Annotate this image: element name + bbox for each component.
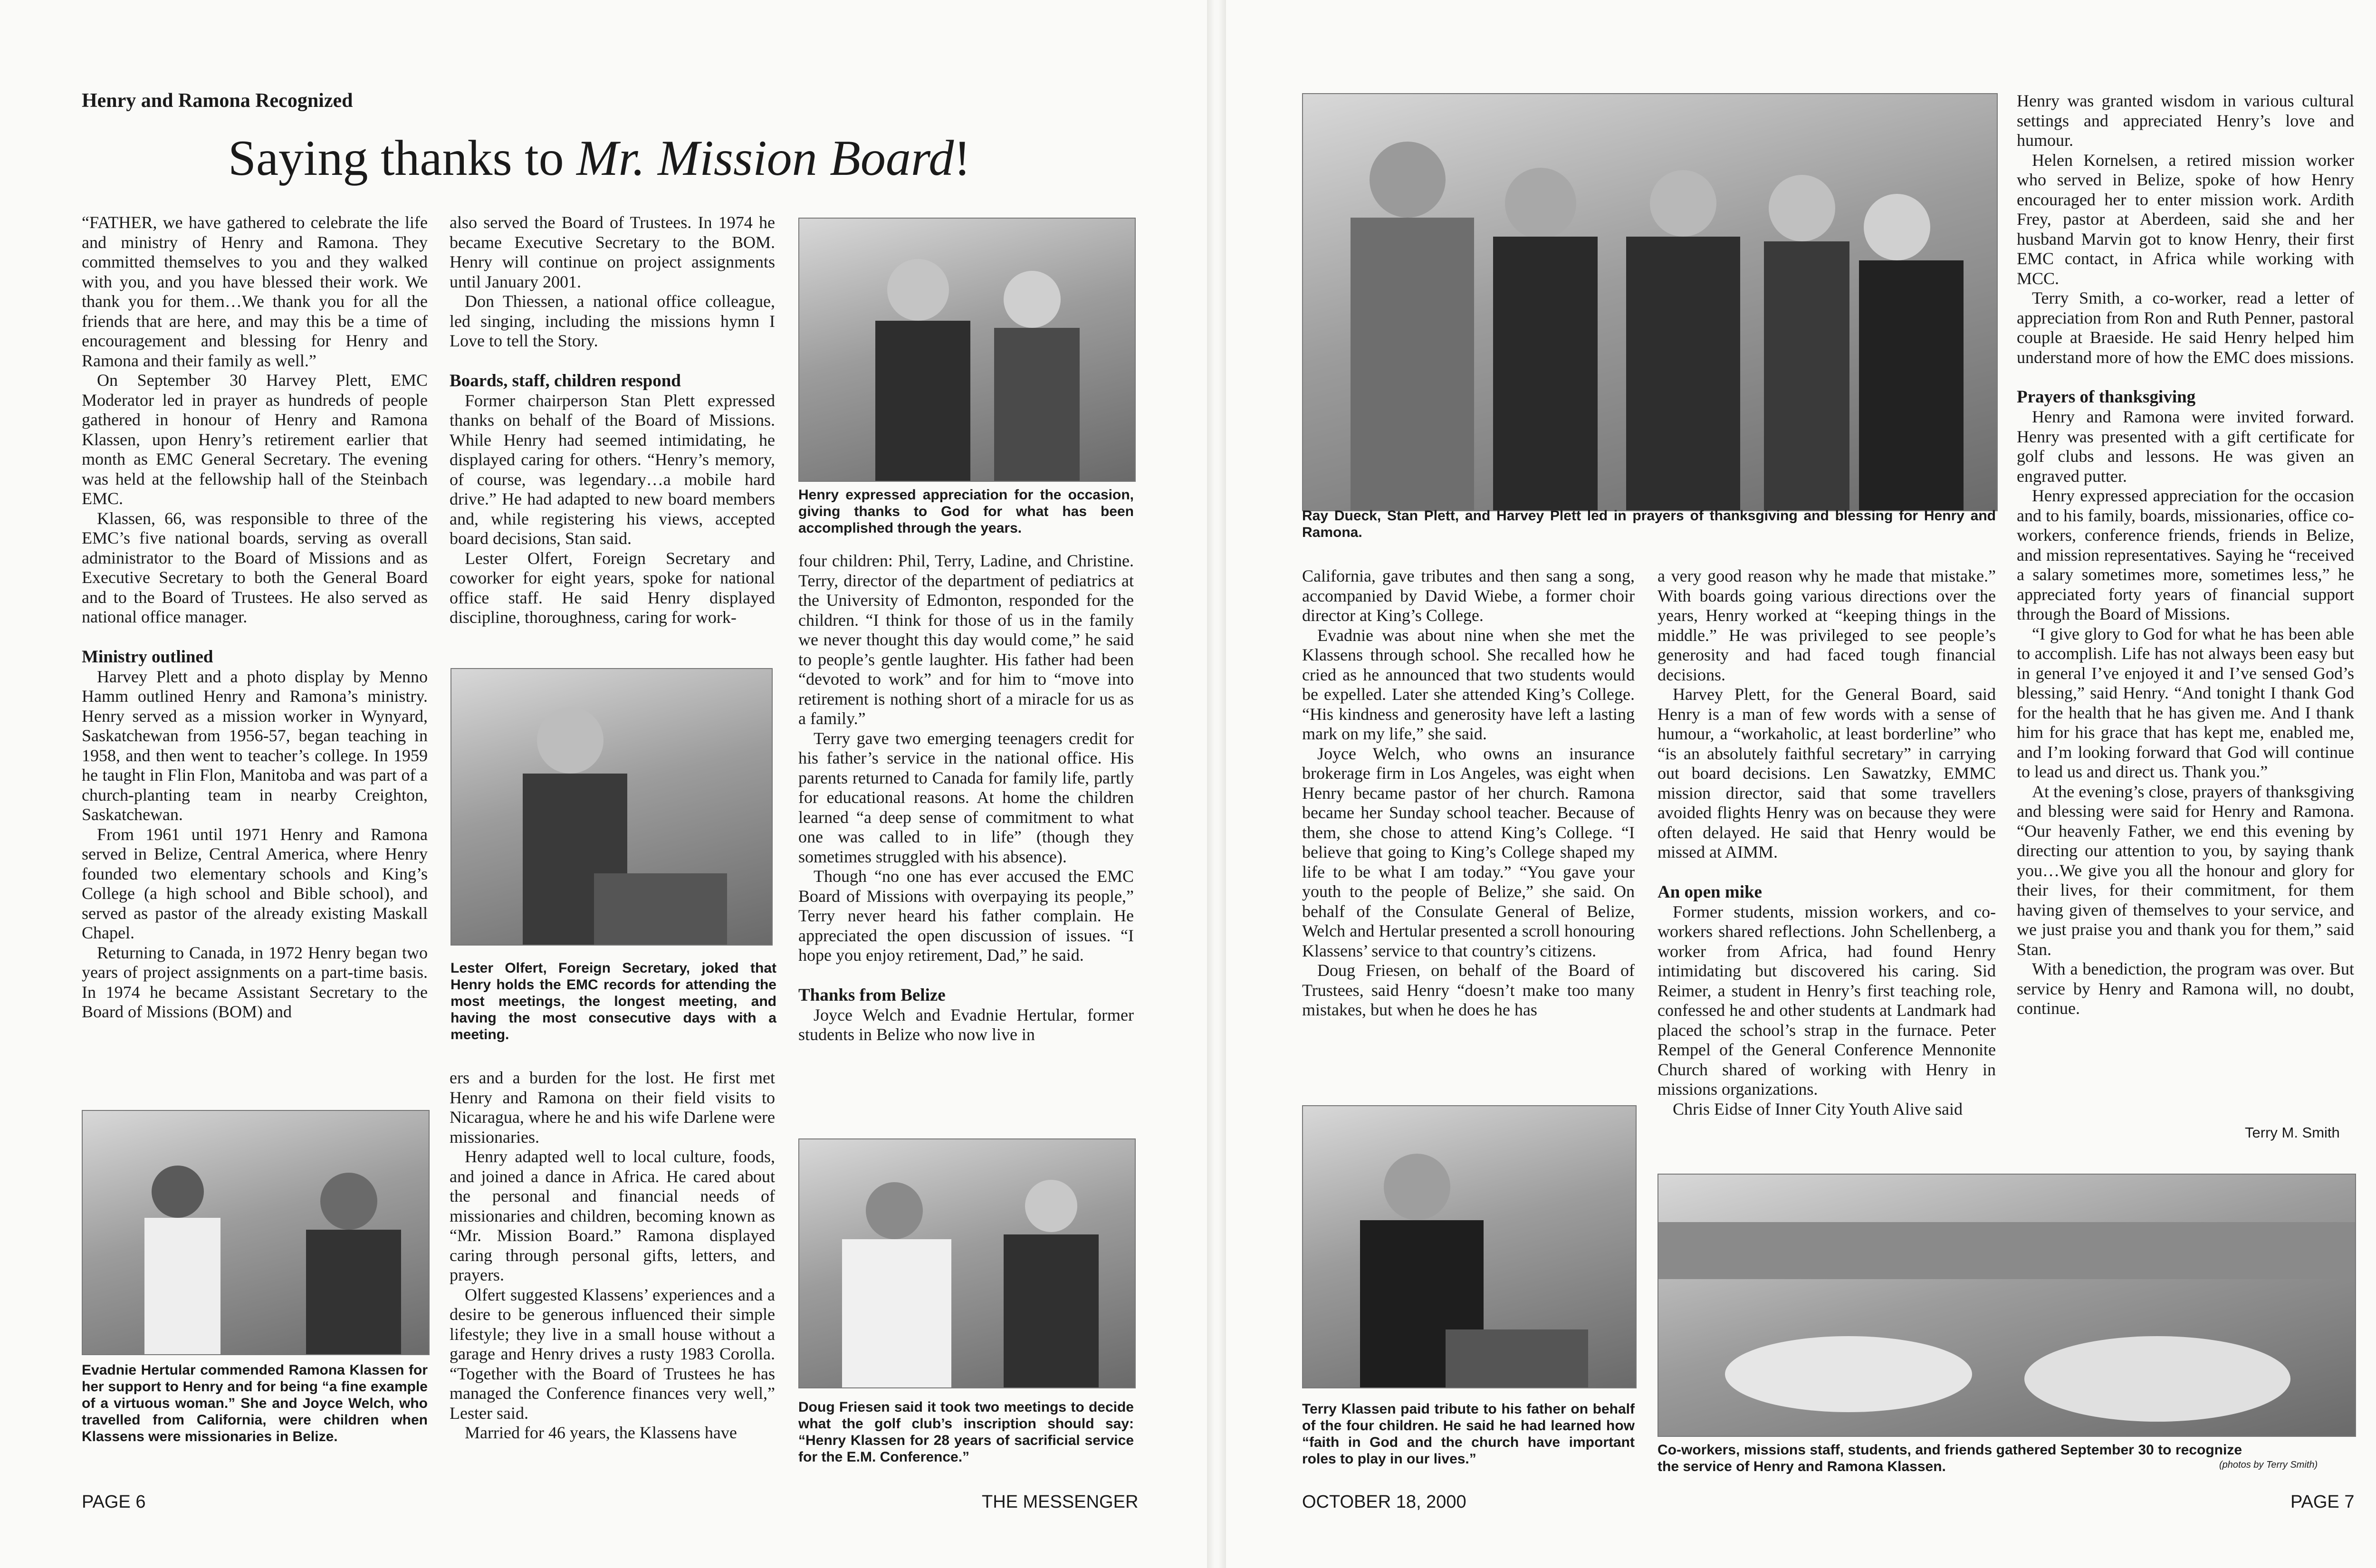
article-column-2b: ers and a burden for the lost. He first met Henry and Ramona on their field visits to Nicaragua, where he and his wife Darlene were missionaries. Henry adapted well to local culture, foods, and joined a dance in Africa. He cared about the personal and financial needs of missionaries and children, becoming known as “Mr. Mission Board.” Ramona displayed caring through personal gifts, letters, and prayers. Olfert suggested Klassens’ experiences and a desire to be generous influenced their simple lifestyle; they live in a small house without a garage and Henry drives a rusty 1983 Corolla. “Together with the Board of Trustees he has managed the Conference finances very well,” Lester said. Married for 46 years, the Klassens have (450, 1068, 775, 1442)
caption-henry: Henry expressed appreciation for the occasion, giving thanks to God for what has been accomplished through the years. (798, 487, 1134, 536)
photo-terry-klassen (1302, 1105, 1637, 1388)
photo-crowd (1657, 1174, 2356, 1437)
photo-doug-friesen (798, 1138, 1136, 1388)
photo-prayer (1302, 93, 1998, 511)
subhead-open-mike: An open mike (1657, 882, 1762, 902)
subhead-belize: Thanks from Belize (798, 985, 946, 1005)
publication-title: THE MESSENGER (982, 1492, 1139, 1512)
headline: Saying thanks to Mr. Mission Board! (228, 130, 971, 186)
author-signature: Terry M. Smith (2245, 1124, 2340, 1141)
caption-terry: Terry Klassen paid tribute to his father on behalf of the four children. He said he had learned how “faith in God and the church have important roles to play in our lives.” (1302, 1401, 1635, 1467)
photo-lester-olfert (450, 668, 773, 946)
article-column-1: “FATHER, we have gathered to celebrate the life and ministry of Henry and Ramona. They committed themselves to you and they walked with you, and you have blessed their work. We thank you for them…We thank you for all the friends that are here, and may this be a time of encouragement and blessing for Henry and Ramona and their family as well.” On September 30 Harvey Plett, EMC Moderator led in prayer as hundreds of people gathered in honour of Henry and Ramona Klassen, upon Henry’s retirement earlier that month as EMC General Secretary. The evening was held at the fellowship hall of the Steinbach EMC. Klassen, 66, was responsible to three of the EMC’s five national boards, serving as overall administrator to the Board of Missions and as Executive Secretary to both the General Board and to the Board of Trustees. He also served as national office manager. Ministry outlined Harvey Plett and a photo display by Menno Hamm outlined Henry and Ramona’s ministry. Henry served as a mission worker in Wynyard, Saskatchewan from 1956-57, began teaching in 1958, and then went to teacher’s college. In 1959 he taught in Flin Flon, Manitoba and was part of a church-planting team in nearby Creighton, Saskatchewan. From 1961 until 1971 Henry and Ramona served in Belize, Central America, where Henry founded two elementary schools and King’s College (a high school and Bible school), and served as pastor of the already existing Maskall Chapel. Returning to Canada, in 1972 Henry began two years of project assignments on a part-time basis. In 1974 he became Assistant Secretary to the Board of Missions (BOM) and (82, 213, 428, 1021)
article-column-2a: also served the Board of Trustees. In 1974 he became Executive Secretary to the BOM. Henry will continue on project assignments until January 2001. Don Thiessen, a national office colleague, led singing, including the missions hymn I Love to tell the Story. Boards, staff, children respond Former chairperson Stan Plett expressed thanks on behalf of the Board of Missions. While Henry had seemed intimidating, he displayed caring for others. “Henry’s memory, of course, was legendary…a mobile hard drive.” He had adapted to new board members and, while registering his views, accepted board decisions, Stan said. Lester Olfert, Foreign Secretary and coworker for eight years, spoke for national office staff. He said Henry displayed discipline, thoroughness, caring for work- (450, 213, 775, 627)
section-kicker: Henry and Ramona Recognized (82, 90, 353, 112)
page-gutter (1207, 0, 1226, 1568)
article-column-6: Henry was granted wisdom in various cultural settings and appreciated Henry’s love and humour. Helen Kornelsen, a retired mission worker who served in Belize, spoke of how Henry encouraged her to enter mission work. Ardith Frey, pastor at Aberdeen, said she and her husband Marvin got to know Henry, their first EMC contact, in Africa while working with MCC. Terry Smith, a co-worker, read a letter of appreciation from Ron and Ruth Penner, pastoral couple at Braeside. He said Henry helped him understand more of how the EMC does missions. Prayers of thanksgiving Henry and Ramona were invited forward. Henry was presented with a gift certificate for golf clubs and lessons. He was given an engraved putter. Henry expressed appreciation for the occasion and to his family, boards, missionaries, office co-workers, conference friends, friends in Belize, and mission representatives. Saying he “received a salary sometimes more, sometimes less,” he appreciated forty years of financial support through the Board of Missions. “I give glory to God for what he has been able to accomplish. Life has not always been easy but in general I’ve enjoyed it and I’ve sensed God’s blessing,” said Henry. “And tonight I thank God for the health that he has given me. And I thank him for his grace that has kept me, enabled me, and I’m looking forward that God will continue to lead us and direct us. Thank you.” At the evening’s close, prayers of thanksgiving and blessing were said for Henry and Ramona. “Our heavenly Father, we end this evening by directing our attention to you, by saying thank you…We give you all the honour and glory for their lives, for their commitment, for them having given of themselves to your service, and we just praise you and thank you for them,” said Stan. With a benediction, the program was over. But service by Henry and Ramona will, no doubt, continue. (2017, 91, 2354, 1018)
page-number-left: PAGE 6 (82, 1492, 146, 1512)
subhead-prayers: Prayers of thanksgiving (2017, 387, 2196, 407)
subhead-boards: Boards, staff, children respond (450, 371, 681, 391)
issue-date: OCTOBER 18, 2000 (1302, 1492, 1466, 1512)
article-column-4: California, gave tributes and then sang a song, accompanied by David Wiebe, a former choir director at King’s College. Evadnie was about nine when she met the Klassens through school. She recalled how he cried as he announced that two students would be expelled. Later she attended King’s College. “His kindness and generosity have left a lasting mark on my life,” she said. Joyce Welch, who owns an insurance brokerage firm in Los Angeles, was eight when Henry became pastor of her church. Ramona became her Sunday school teacher. Because of them, she chose to attend King’s College. “I believe that going to King’s College shaped my life to be what I am today.” “You gave your youth to the people of Belize,” she said. On behalf of the Consulate General of Belize, Welch and Hertular presented a scroll honouring Klassens’ service to that country’s citizens. Doug Friesen, on behalf of the Board of Trustees, said Henry “doesn’t make too many mistakes, but when he does he has (1302, 566, 1635, 1019)
page-number-right: PAGE 7 (2290, 1492, 2355, 1512)
photo-henry-ramona (798, 218, 1136, 482)
caption-crowd: Co-workers, missions staff, students, and friends gathered September 30 to recognize the service of Henry and Ramona Klassen. (1657, 1442, 2242, 1474)
subhead-ministry: Ministry outlined (82, 647, 213, 667)
caption-evadnie: Evadnie Hertular commended Ramona Klassen for her support to Henry and for being “a fine example of a virtuous woman.” She and Joyce Welch, who travelled from California, were children when Klassens were missionaries in Belize. (82, 1362, 428, 1444)
caption-lester: Lester Olfert, Foreign Secretary, joked that Henry holds the EMC records for attending the most meetings, the longest meeting, and having the most consecutive days with a meeting. (450, 960, 776, 1042)
caption-doug: Doug Friesen said it took two meetings to decide what the golf club’s inscription should say: “Henry Klassen for 28 years of sacrificial service for the E.M. Conference.” (798, 1399, 1134, 1465)
article-column-5: a very good reason why he made that mistake.” With boards going various directions over the years, Henry worked at “keeping things in the middle.” He was privileged to see people’s generosity and had faced tough financial decisions. Harvey Plett, for the General Board, said Henry is a man of few words with a sense of humour, a “workaholic, at least borderline” who “is an absolutely faithful secretary” in carrying out board decisions. Len Sawatzky, EMMC mission director, said that some travellers avoided flights Henry was on because they were often delayed. He said that Henry would be missed at AIMM. An open mike Former students, mission workers, and co-workers shared reflections. John Schellenberg, a worker from Africa, had found Henry intimidating but discovered his caring. Sid Reimer, a student in Henry’s first teaching role, confessed he and other students at Landmark had placed the school’s strap in the furnace. Peter Rempel of the General Conference Mennonite Church shared of working with Henry in missions organizations. Chris Eidse of Inner City Youth Alive said (1657, 566, 1996, 1119)
caption-prayer: Ray Dueck, Stan Plett, and Harvey Plett led in prayers of thanksgiving and blessing for Henry and Ramona. (1302, 508, 1996, 540)
photo-evadnie-joyce (82, 1110, 430, 1355)
photo-credit: (photos by Terry Smith) (2219, 1460, 2318, 1470)
article-column-3: four children: Phil, Terry, Ladine, and Christine. Terry, director of the department of pediatrics at the University of Edmonton, responded for the children. “I think for those of us in the family we never thought this day would come,” he said to people’s gentle laughter. His father had been “devoted to work” and for him to “move into retirement is nothing short of a miracle for us as a family.” Terry gave two emerging teenagers credit for his father’s service in the national office. His parents returned to Canada for family life, partly for educational reasons. At home the children learned “a deep sense of commitment to what one was called to in life” (though they sometimes struggled with his absence). Though “no one has ever accused the EMC Board of Missions with overpaying its people,” Terry never heard his father complain. He appreciated the open discussion of issues. “I hope you enjoy retirement, Dad,” he said. Thanks from Belize Joyce Welch and Evadnie Hertular, former students in Belize who now live in (798, 551, 1134, 1044)
